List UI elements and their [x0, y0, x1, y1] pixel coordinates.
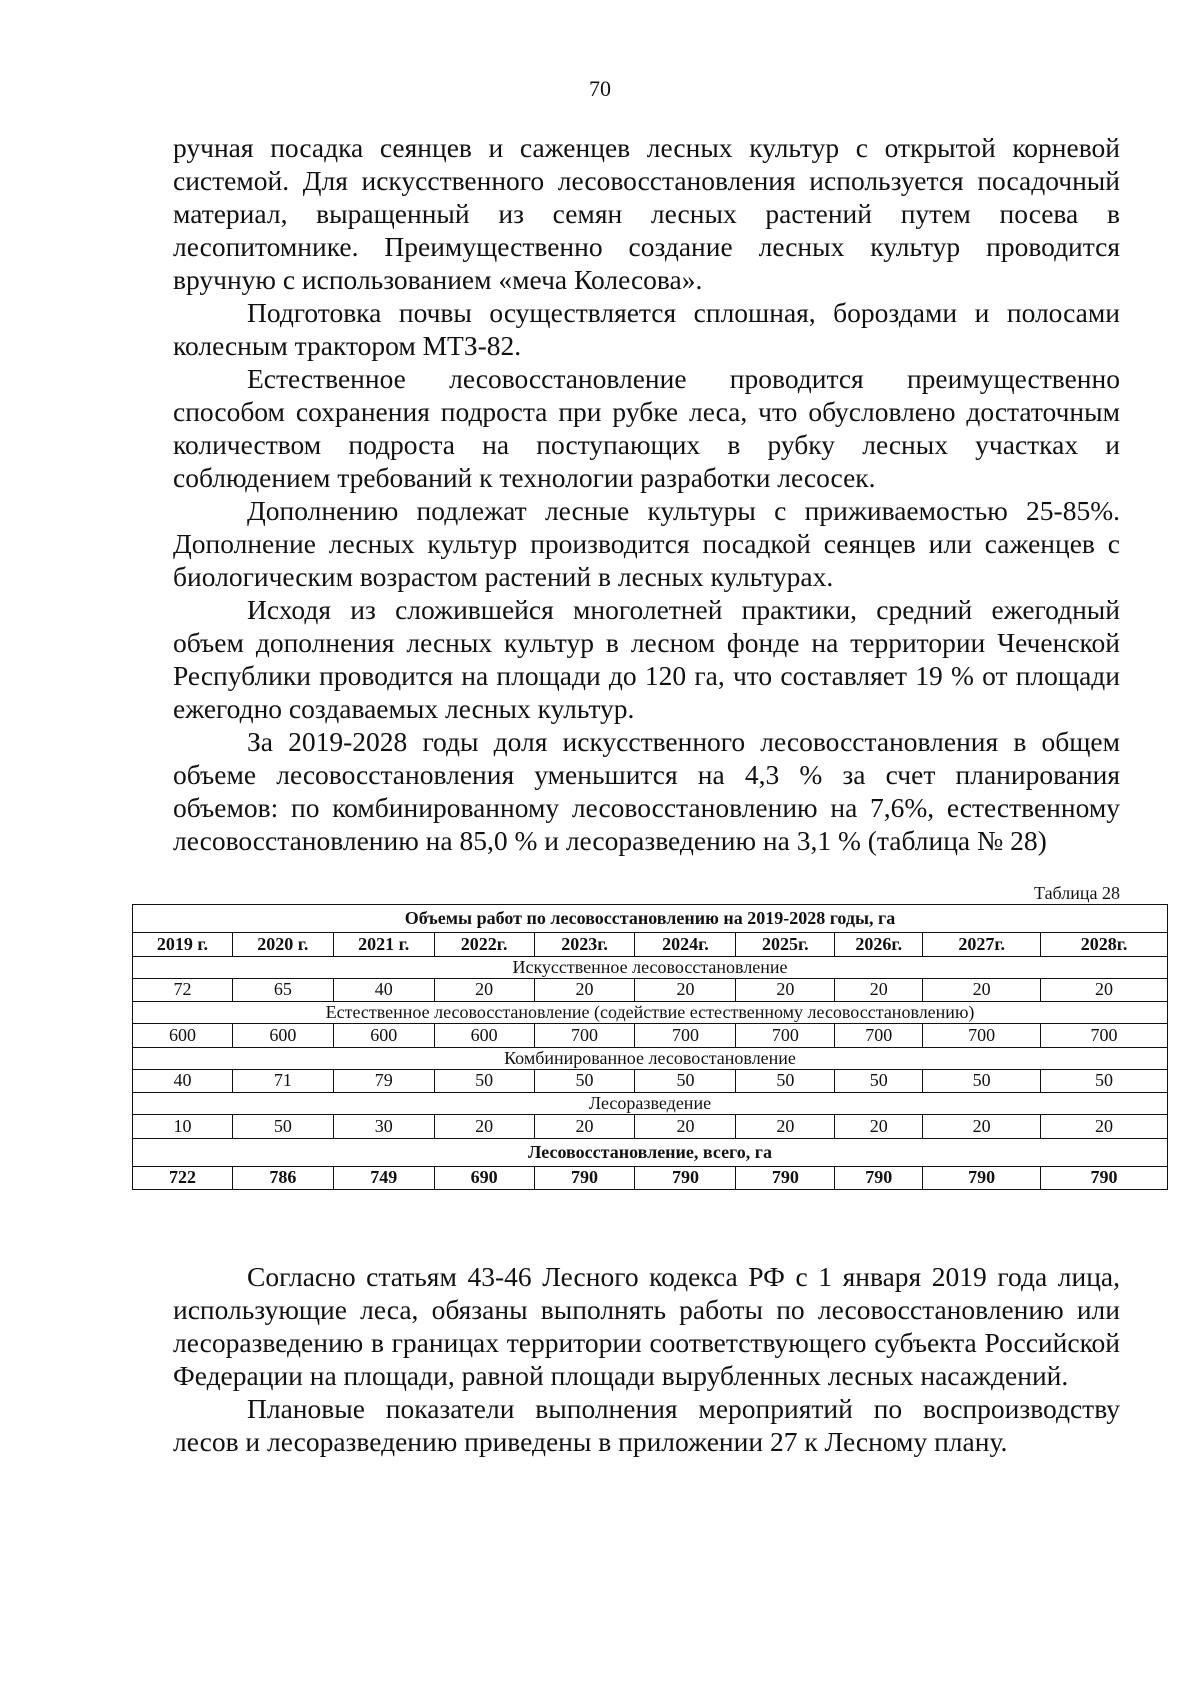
section-header: Комбинированное лесовостановление	[133, 1047, 1168, 1069]
total-cell: 790	[835, 1166, 923, 1190]
section-header: Искусственное лесовосстановление	[133, 956, 1168, 978]
paragraph: Исходя из сложившейся многолетней практики, средний ежегодный объем дополнения лесных культур в лесном фонде на территории Чеченской Республики проводится на площади до 120 га, что составляет 19 % от площади ежегодно создаваемых лесных культур.	[173, 594, 1120, 724]
year-cell: 2027г.	[923, 933, 1041, 957]
table-cell: 20	[1041, 978, 1168, 1002]
table-cell: 20	[534, 978, 635, 1002]
section-header: Естественное лесовосстановление (содействие естественному лесовосстановлению)	[133, 1002, 1168, 1024]
total-cell: 722	[133, 1166, 233, 1190]
table-cell: 20	[534, 1115, 635, 1139]
table-row	[133, 1069, 1168, 1093]
total-cell: 690	[434, 1166, 534, 1190]
table-row	[133, 978, 1168, 1002]
table-row	[133, 1024, 1168, 1048]
table-cell: 50	[736, 1069, 835, 1093]
table-cell: 600	[133, 1024, 233, 1048]
table-cell: 600	[232, 1024, 333, 1048]
year-cell: 2021 г.	[333, 933, 434, 957]
table-cell: 50	[635, 1069, 736, 1093]
section-header: Лесоразведение	[133, 1093, 1168, 1115]
total-cell: 790	[635, 1166, 736, 1190]
total-cell: 790	[923, 1166, 1041, 1190]
table-cell: 50	[534, 1069, 635, 1093]
table-cell: 50	[232, 1115, 333, 1139]
table-cell: 700	[1041, 1024, 1168, 1048]
table-row	[133, 1115, 1168, 1139]
table-cell: 20	[923, 978, 1041, 1002]
table-cell: 50	[434, 1069, 534, 1093]
total-row	[133, 1166, 1168, 1190]
total-cell: 786	[232, 1166, 333, 1190]
total-header: Лесовосстановление, всего, га	[133, 1138, 1168, 1166]
bottom-text-block	[173, 1260, 1120, 1458]
page-number: 70	[589, 76, 611, 101]
table-cell: 20	[923, 1115, 1041, 1139]
total-cell: 790	[736, 1166, 835, 1190]
paragraph: За 2019-2028 годы доля искусственного лесовосстановления в общем объеме лесовосстановления уменьшится на 4,3 % за счет планирования объемов: по комбинированному лесовосстановлению на 7,6%, естественному лесовосстановлению на 85,0 % и лесоразведению на 3,1 % (таблица № 28)	[173, 726, 1120, 856]
table-cell: 20	[736, 978, 835, 1002]
table-cell: 79	[333, 1069, 434, 1093]
table-cell: 600	[434, 1024, 534, 1048]
table-cell: 20	[736, 1115, 835, 1139]
paragraph: Плановые показатели выполнения мероприятий по воспроизводству лесов и лесоразведению приведены в приложении 27 к Лесному плану.	[173, 1393, 1120, 1457]
table-cell: 20	[434, 978, 534, 1002]
table-cell: 700	[835, 1024, 923, 1048]
year-cell: 2028г.	[1041, 933, 1168, 957]
year-cell: 2026г.	[835, 933, 923, 957]
table-cell: 50	[1041, 1069, 1168, 1093]
top-text-block	[173, 131, 1120, 857]
paragraph: Подготовка почвы осуществляется сплошная, бороздами и полосами колесным трактором МТЗ-82.	[173, 297, 1120, 361]
table-cell: 20	[434, 1115, 534, 1139]
paragraph: Естественное лесовосстановление проводится преимущественно способом сохранения подроста при рубке леса, что обусловлено достаточным количеством подроста на поступающих в рубку лесных участках и соблюдением требований к технологии разработки лесосек.	[173, 363, 1120, 493]
table-cell: 71	[232, 1069, 333, 1093]
table-cell: 700	[736, 1024, 835, 1048]
table-cell: 20	[835, 1115, 923, 1139]
table-caption: Таблица 28	[1034, 883, 1120, 903]
reforestation-table	[132, 904, 1168, 1190]
table-cell: 700	[635, 1024, 736, 1048]
table-cell: 40	[133, 1069, 233, 1093]
table-cell: 600	[333, 1024, 434, 1048]
table-cell: 700	[534, 1024, 635, 1048]
year-cell: 2019 г.	[133, 933, 233, 957]
year-cell: 2023г.	[534, 933, 635, 957]
total-cell: 790	[1041, 1166, 1168, 1190]
table-cell: 20	[635, 1115, 736, 1139]
table-cell: 30	[333, 1115, 434, 1139]
paragraph: ручная посадка сеянцев и саженцев лесных культур с открытой корневой системой. Для искусственного лесовосстановления используется посадочный материал, выращенный из семян лесных растений путем посева в лесопитомнике. Преимущественно создание лесных культур проводится вручную с использованием «меча Колесова».	[173, 132, 1120, 295]
table-cell: 40	[333, 978, 434, 1002]
year-cell: 2020 г.	[232, 933, 333, 957]
table-cell: 50	[835, 1069, 923, 1093]
table-cell: 20	[1041, 1115, 1168, 1139]
table-cell: 72	[133, 978, 233, 1002]
table-cell: 20	[635, 978, 736, 1002]
year-cell: 2022г.	[434, 933, 534, 957]
total-cell: 749	[333, 1166, 434, 1190]
year-cell: 2024г.	[635, 933, 736, 957]
table-cell: 700	[923, 1024, 1041, 1048]
table-cell: 20	[835, 978, 923, 1002]
table-title: Объемы работ по лесовосстановлению на 2019-2028 годы, га	[133, 905, 1168, 933]
table-cell: 10	[133, 1115, 233, 1139]
year-cell: 2025г.	[736, 933, 835, 957]
paragraph: Дополнению подлежат лесные культуры с приживаемостью 25-85%. Дополнение лесных культур производится посадкой сеянцев или саженцев с биологическим возрастом растений в лесных культурах.	[173, 495, 1120, 592]
year-header-row	[133, 933, 1168, 957]
table-cell: 65	[232, 978, 333, 1002]
table-cell: 50	[923, 1069, 1041, 1093]
total-cell: 790	[534, 1166, 635, 1190]
paragraph: Согласно статьям 43-46 Лесного кодекса РФ с 1 января 2019 года лица, использующие леса, обязаны выполнять работы по лесовосстановлению или лесоразведению в границах территории соответствующего субъекта Российской Федерации на площади, равной площади вырубленных лесных насаждений.	[173, 1261, 1120, 1391]
